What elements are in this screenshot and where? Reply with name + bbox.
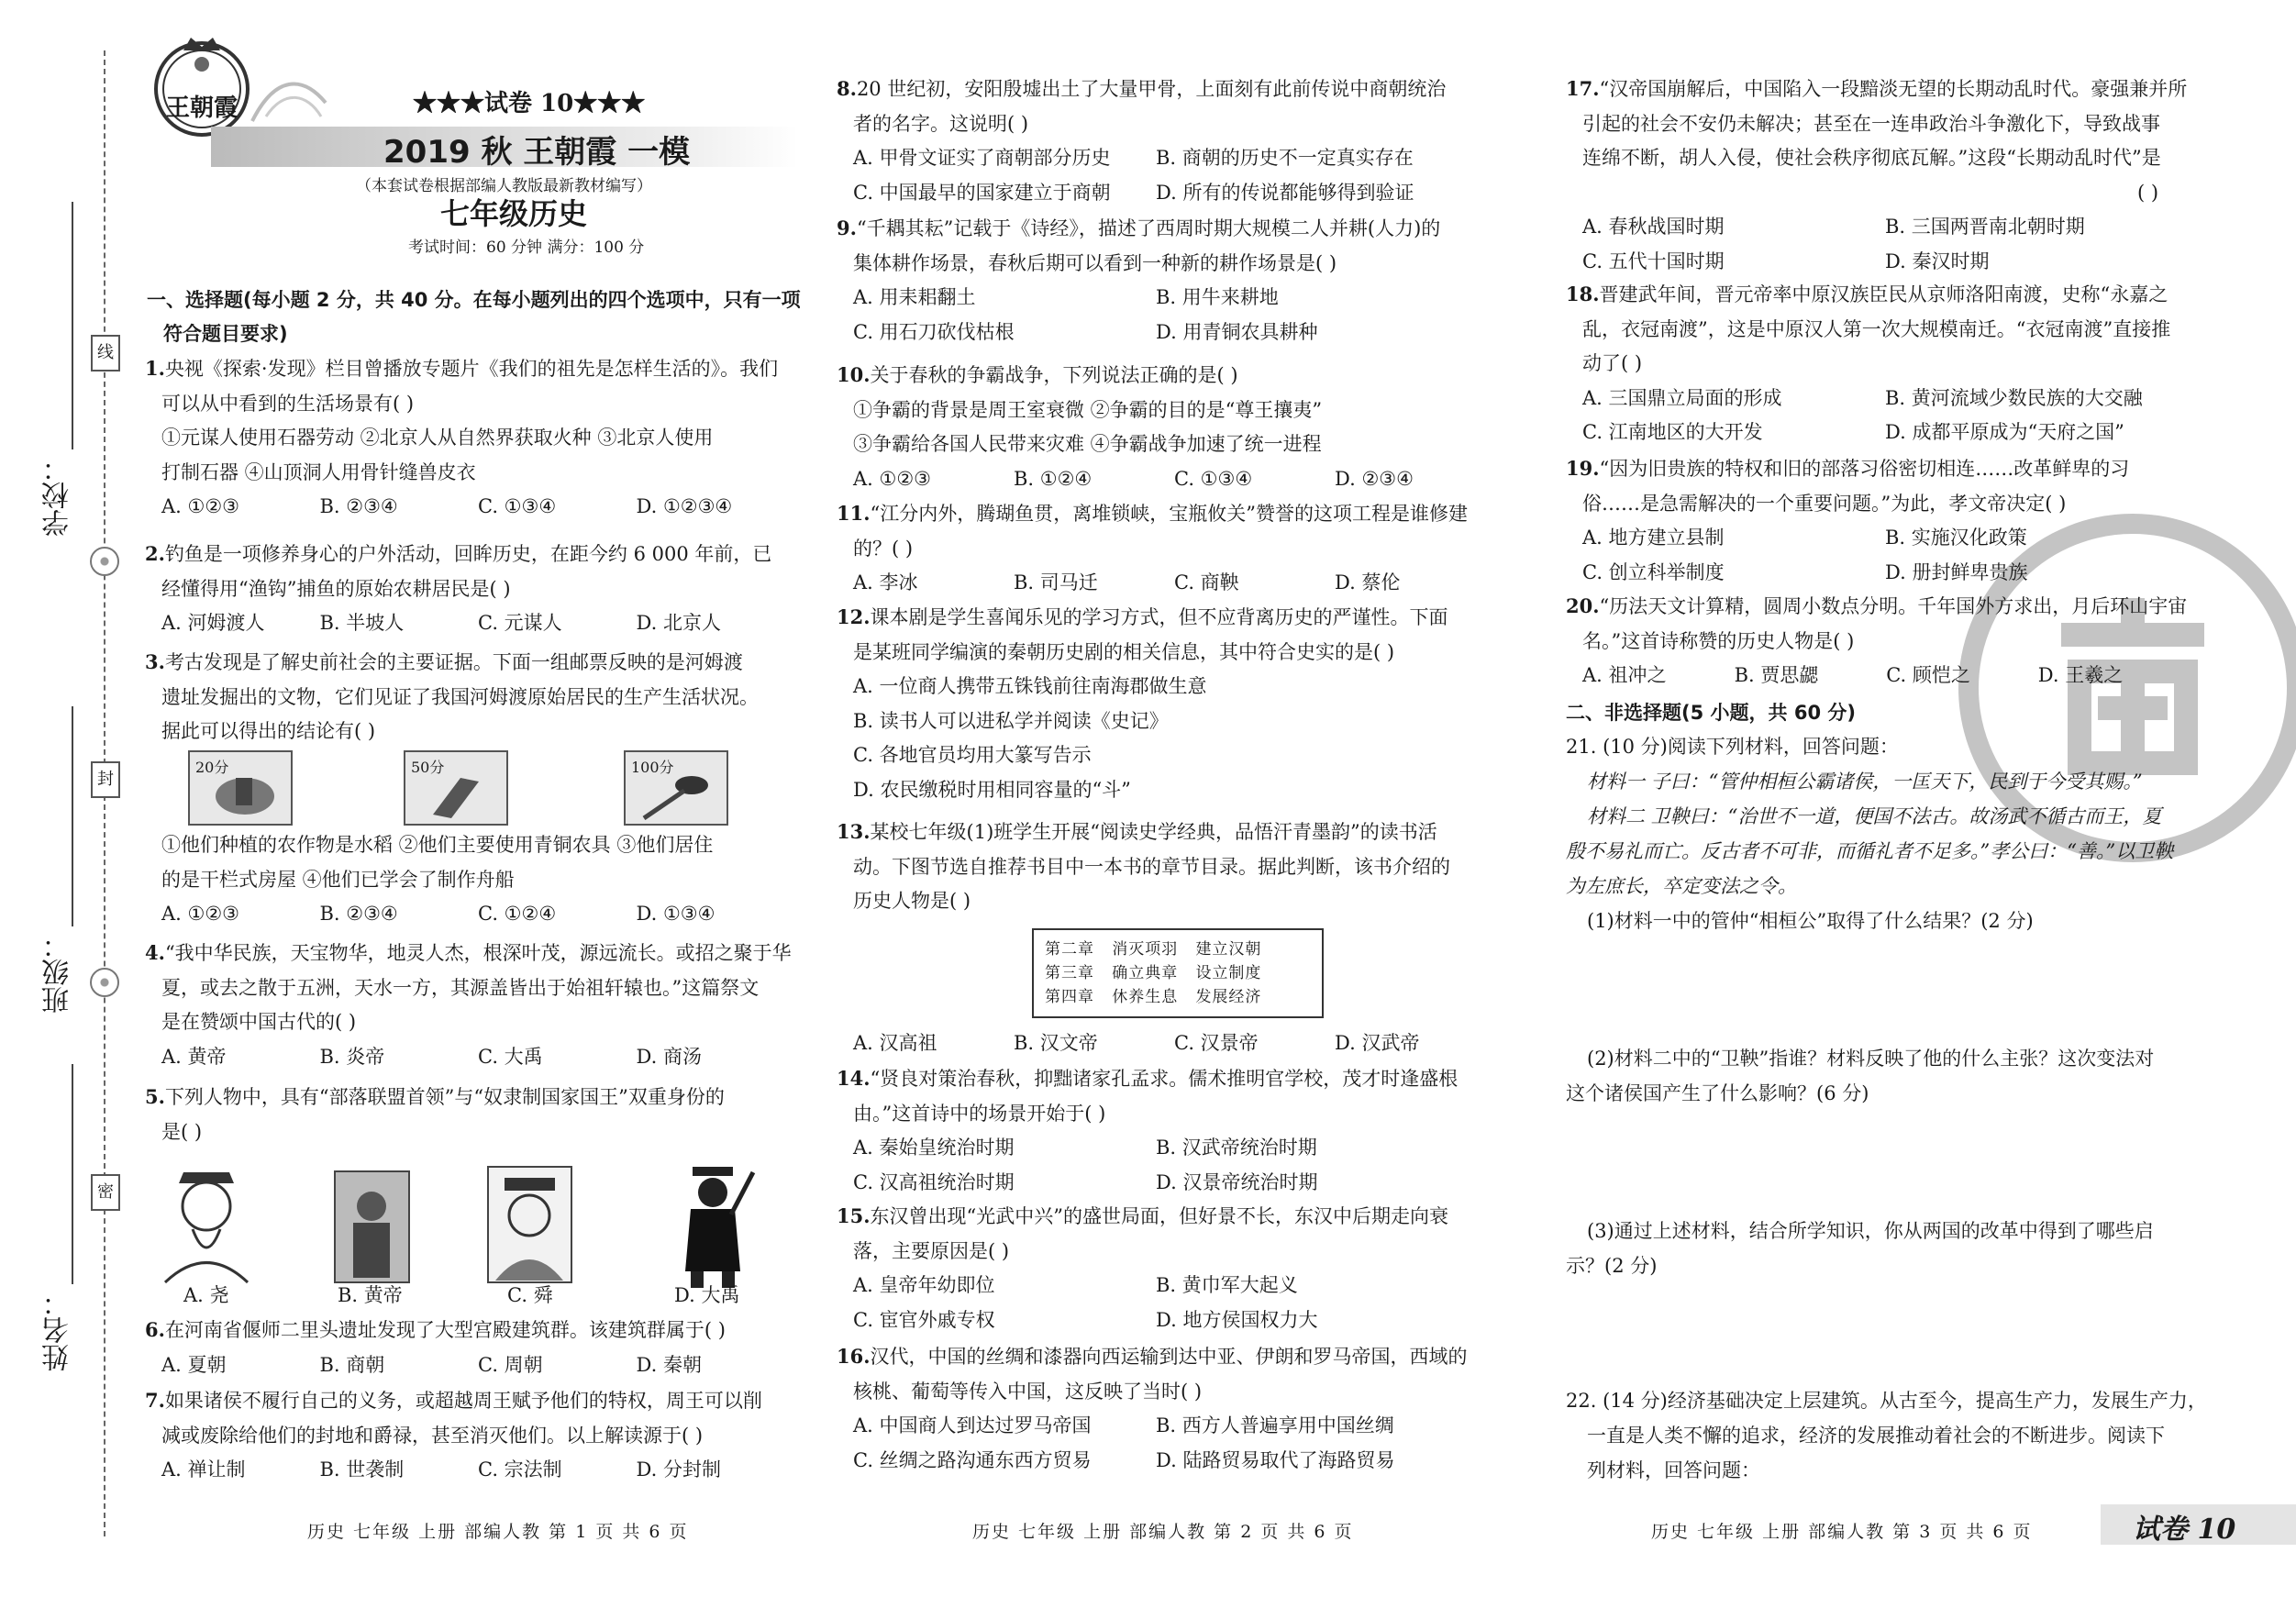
- answer-option: B. ②③④: [319, 495, 398, 517]
- answer-option: A. 地方建立县制: [1582, 527, 1725, 549]
- answer-option: D. ①③④: [636, 903, 715, 925]
- question-stem-cont: 核桃、葡萄等传入中国，这反映了当时( ): [853, 1380, 1203, 1403]
- answer-option: A. 皇帝年幼即位: [853, 1274, 995, 1296]
- question-stem: [837, 216, 1440, 241]
- page-footer-2: 历史 七年级 上册 部编人教 第 2 页 共 6 页: [972, 1522, 1354, 1542]
- subject-title: 七年级历史: [440, 196, 588, 231]
- question-text: 晋建武年间，晋元帝率中原汉族臣民从京师洛阳南渡，史称“永嘉之: [1599, 283, 2168, 305]
- name-blank[interactable]: [72, 1064, 73, 1284]
- answer-option: A. 禅让制: [161, 1458, 246, 1481]
- question-stem-cont: 据此可以得出的结论有( ): [161, 720, 376, 742]
- question-number: 3.: [145, 650, 165, 673]
- figure-caption: A. 尧: [183, 1284, 229, 1306]
- question-number: 8.: [837, 77, 857, 100]
- logo-text: 王朝霞: [165, 94, 238, 122]
- question-number: 4.: [145, 941, 165, 964]
- question-stem: [837, 501, 1468, 527]
- question-number: 5.: [145, 1085, 165, 1108]
- answer-option: A. ①②③: [853, 467, 931, 490]
- answer-option: B. 商朝: [319, 1353, 385, 1376]
- edition-note: （本套试卷根据部编人教版最新教材编写）: [356, 177, 652, 195]
- answer-option: D. 成都平原成为“天府之国”: [1885, 421, 2124, 443]
- section1-title: 一、选择题(每小题 2 分，共 40 分。在每小题列出的四个选项中，只有一项: [147, 289, 801, 311]
- ribbon-decoration: [248, 66, 330, 130]
- section2-title: 二、非选择题(5 小题，共 60 分): [1566, 702, 1856, 724]
- question-stem-cont: 者的名字。这说明( ): [853, 112, 1029, 135]
- question-text: 考古发现是了解史前社会的主要证据。下面一组邮票反映的是河姆渡: [164, 651, 743, 673]
- margin-mark-line: 线: [91, 335, 120, 372]
- question-statement: 的是干栏式房屋 ④他们已学会了制作舟船: [161, 868, 515, 891]
- question-number: 6.: [145, 1318, 165, 1341]
- question-text: 钓鱼是一项修养身心的户外活动，回眸历史，在距今约 6 000 年前，已: [164, 543, 772, 565]
- question-text: “历法天文计算精，圆周小数点分明。千年国外方求出，月后环山宇宙: [1599, 595, 2188, 617]
- answer-option: C. 宗法制: [478, 1458, 562, 1481]
- question-text: “我中华民族，天宝物华，地灵人杰，根深叶茂，源远流长。或招之聚于华: [164, 942, 792, 964]
- answer-option: C. 创立科举制度: [1582, 560, 1725, 583]
- q22-line3: 列材料，回答问题：: [1587, 1459, 1760, 1481]
- answer-option: D. 秦汉时期: [1885, 250, 1990, 272]
- answer-option: A. 中国商人到达过罗马帝国: [853, 1414, 1092, 1436]
- toc-row: 第二章 消灭项羽 建立汉朝: [1045, 940, 1262, 959]
- answer-option: D. 陆路贸易取代了海路贸易: [1156, 1448, 1395, 1471]
- answer-option: B. 炎帝: [319, 1045, 385, 1068]
- question-text: 在河南省偃师二里头遗址发现了大型宫殿建筑群。该建筑群属于( ): [164, 1319, 726, 1341]
- question-stem: [145, 940, 792, 966]
- stamp-100: 100分: [624, 750, 728, 826]
- answer-option: A. ①②③: [161, 903, 239, 925]
- question-text: 20 世纪初，安阳殷墟出土了大量甲骨，上面刻有此前传说中商朝统治: [856, 78, 1447, 100]
- class-blank[interactable]: [72, 706, 73, 926]
- figure-dayu: [674, 1163, 757, 1292]
- question-stem-cont: 是某班同学编演的秦朝历史剧的相关信息，其中符合史实的是( ): [853, 640, 1395, 663]
- question-number: 7.: [145, 1389, 165, 1412]
- question-stem: [1566, 593, 2187, 619]
- brand-logo: [147, 32, 257, 142]
- q22-line2: 一直是人类不懈的追求，经济的发展推动着社会的不断进步。阅读下: [1587, 1425, 2165, 1447]
- answer-option: A. 河姆渡人: [161, 612, 265, 634]
- answer-option: C. 大禹: [478, 1045, 543, 1068]
- q21-part2: (2)材料二中的“卫鞅”指谁？材料反映了他的什么主张？这次变法对: [1587, 1048, 2155, 1070]
- q21-head: 21. (10 分)阅读下列材料，回答问题：: [1566, 736, 1899, 758]
- question-number: 11.: [837, 502, 871, 525]
- school-blank[interactable]: [72, 202, 73, 449]
- answer-option: A. 黄帝: [161, 1045, 227, 1068]
- q21-part3: (3)通过上述材料，结合所学知识，你从两国的改革中得到了哪些启: [1587, 1220, 2154, 1242]
- answer-option: C. 汉高祖统治时期: [853, 1170, 1015, 1193]
- question-stem-cont: 经懂得用“渔钩”捕鱼的原始农耕居民是( ): [161, 577, 511, 600]
- toc-row: 第三章 确立典章 设立制度: [1045, 964, 1262, 982]
- question-stem: [837, 604, 1448, 630]
- answer-option: B. 汉文帝: [1014, 1032, 1098, 1054]
- answer-option: D. 用青铜农具耕种: [1156, 320, 1318, 343]
- question-number: 16.: [837, 1345, 871, 1368]
- question-number: 2.: [145, 542, 165, 565]
- answer-option: B. 汉武帝统治时期: [1156, 1137, 1317, 1159]
- question-stem: [145, 1317, 726, 1343]
- question-text: 如果诸侯不履行自己的义务，或超越周王赋予他们的特权，周王可以削: [164, 1390, 762, 1412]
- question-number: 9.: [837, 216, 857, 239]
- question-stem-cont: ( ): [2137, 181, 2159, 204]
- answer-option: D. 分封制: [636, 1458, 721, 1481]
- question-stem: [1566, 76, 2187, 102]
- answer-option: C. 顾恺之: [1886, 664, 1970, 686]
- school-label: 学校：: [42, 454, 74, 537]
- answer-option: A. 春秋战国时期: [1582, 216, 1725, 238]
- question-stem: [837, 819, 1437, 845]
- answer-option: C. 周朝: [478, 1353, 543, 1376]
- question-stem: [145, 1084, 725, 1110]
- margin-mark-secret: 密: [91, 1174, 120, 1211]
- question-stem: [837, 362, 1238, 388]
- answer-option: D. 册封鲜卑贵族: [1885, 560, 2028, 583]
- question-text: 某校七年级(1)班学生开展“阅读史学经典，品悟汗青墨韵”的读书活: [870, 821, 1437, 843]
- answer-option: A. 用耒耜翻土: [853, 286, 976, 308]
- question-stem-cont: 引起的社会不安仍未解决；甚至在一连串政治斗争激化下，导致战事: [1582, 112, 2160, 135]
- question-text: “江分内外，腾瑚鱼贯，离堆锁峡，宝瓶攸关”赞誉的这项工程是谁修建: [870, 503, 1469, 525]
- question-number: 10.: [837, 363, 871, 386]
- answer-option: C. 中国最早的国家建立于商朝: [853, 181, 1111, 204]
- answer-option: A. 祖冲之: [1582, 664, 1667, 686]
- stamp-20: 20分: [188, 750, 293, 826]
- question-number: 20.: [1566, 594, 1600, 617]
- answer-option: A. 汉高祖: [853, 1032, 937, 1054]
- answer-option: C. 商鞅: [1174, 571, 1239, 593]
- q21-part3-cont: 示？(2 分): [1566, 1255, 1658, 1277]
- answer-option: B. 贾思勰: [1734, 664, 1819, 686]
- question-stem-cont: 历史人物是( ): [853, 890, 971, 912]
- figure-huangdi: [333, 1170, 411, 1284]
- q21-material2-end: 为左庶长，卒定变法之令。: [1566, 875, 1797, 897]
- answer-option: A. 夏朝: [161, 1353, 227, 1376]
- q21-part2-cont: 这个诸侯国产生了什么影响？(6 分): [1566, 1082, 1869, 1104]
- question-number: 14.: [837, 1067, 871, 1090]
- answer-option: C. 五代十国时期: [1582, 250, 1725, 272]
- question-stem: [145, 356, 778, 382]
- answer-option: C. ①③④: [478, 495, 557, 517]
- question-text: “因为旧贵族的特权和旧的部落习俗密切相连……改革鲜卑的习: [1599, 458, 2130, 480]
- chapter-table: [1032, 928, 1324, 1018]
- question-stem-cont: 俗……是急需解决的一个重要问题。”为此，孝文帝决定( ): [1582, 492, 2067, 515]
- answer-option: A. 秦始皇统治时期: [853, 1137, 1015, 1159]
- answer-option: C. 江南地区的大开发: [1582, 421, 1763, 443]
- question-text: 汉代，中国的丝绸和漆器向西运输到达中亚、伊朗和罗马帝国，西域的: [870, 1346, 1468, 1368]
- question-statement: ①他们种植的农作物是水稻 ②他们主要使用青铜农具 ③他们居住: [161, 834, 714, 856]
- question-text: “千耦其耘”记载于《诗经》，描述了西周时期大规模二人并耕(人力)的: [856, 217, 1441, 239]
- question-number: 17.: [1566, 77, 1600, 100]
- q21-material2-cont: 殷不易礼而亡。反古者不可非，而循礼者不足多。”孝公曰：“善。”以卫鞅: [1566, 840, 2174, 862]
- question-stem-cont: 减或废除给他们的封地和爵禄，甚至消灭他们。以上解读源于( ): [161, 1424, 704, 1447]
- answer-option: B. ①②④: [1014, 467, 1093, 490]
- answer-option: B. 用牛来耕地: [1156, 286, 1279, 308]
- q21-material2: 材料二 卫鞅曰：“治世不一道，便国不法古。故汤武不循古而王，夏: [1587, 805, 2162, 827]
- question-stem-cont: 动。下图节选自推荐书目中一本书的章节目录。据此判断，该书介绍的: [853, 855, 1450, 878]
- q21-part1: (1)材料一中的管仲“相桓公”取得了什么结果？(2 分): [1587, 910, 2034, 932]
- question-stem: [1566, 282, 2168, 307]
- figure-caption: B. 黄帝: [338, 1284, 403, 1306]
- answer-option: B. 西方人普遍享用中国丝绸: [1156, 1414, 1394, 1436]
- answer-option: D. 商汤: [636, 1045, 702, 1068]
- page-footer-1: 历史 七年级 上册 部编人教 第 1 页 共 6 页: [307, 1522, 689, 1542]
- answer-option: D. 秦朝: [636, 1353, 702, 1376]
- question-stem-cont: 的？( ): [853, 537, 914, 560]
- answer-option: A. ①②③: [161, 495, 239, 517]
- answer-option: C. 各地官员均用大篆写告示: [853, 744, 1092, 766]
- question-stem-cont: 动了( ): [1582, 352, 1643, 374]
- toc-row: 第四章 休养生息 发展经济: [1045, 988, 1262, 1006]
- answer-option: B. 商朝的历史不一定真实存在: [1156, 147, 1414, 169]
- margin-mark-seal: 封: [91, 761, 120, 798]
- question-number: 12.: [837, 605, 871, 628]
- answer-option: B. 世袭制: [319, 1458, 405, 1481]
- question-text: 东汉曾出现“光武中兴”的盛世局面，但好景不长，东汉中后期走向衰: [870, 1205, 1449, 1227]
- page-footer-3: 历史 七年级 上册 部编人教 第 3 页 共 6 页: [1651, 1522, 2033, 1542]
- question-stem-cont: 名。”这首诗称赞的历史人物是( ): [1582, 629, 1855, 652]
- question-stem-cont: 是( ): [161, 1120, 203, 1143]
- answer-option: C. 用石刀砍伐枯根: [853, 320, 1015, 343]
- question-stem-cont: 连绵不断，胡人入侵，使社会秩序彻底瓦解。”这段“长期动乱时代”是: [1582, 147, 2161, 169]
- question-stem-cont: ①争霸的背景是周王室衰微 ②争霸的目的是“尊王攘夷”: [853, 398, 1323, 421]
- name-label: 姓名：: [42, 1289, 74, 1371]
- answer-option: D. 王羲之: [2037, 664, 2124, 686]
- answer-option: C. 元谋人: [478, 612, 562, 634]
- question-number: 1.: [145, 357, 165, 380]
- exam-title: 2019 秋 王朝霞 一模: [383, 134, 691, 171]
- exam-info: 考试时间：60 分钟 满分：100 分: [408, 238, 645, 257]
- question-number: 13.: [837, 820, 871, 843]
- question-text: 关于春秋的争霸战争，下列说法正确的是( ): [870, 364, 1238, 386]
- question-stem-cont: ③争霸给各国人民带来灾难 ④争霸战争加速了统一进程: [853, 433, 1322, 455]
- q21-material1: 材料一 子曰：“管仲相桓公霸诸侯，一匡天下，民到于今受其赐。”: [1587, 771, 2143, 793]
- question-stem: [837, 1344, 1468, 1370]
- figure-shun: [486, 1165, 573, 1284]
- question-number: 18.: [1566, 283, 1600, 305]
- answer-option: A. 李冰: [853, 571, 918, 593]
- question-stem: [145, 541, 771, 567]
- answer-option: D. ②③④: [1335, 467, 1414, 490]
- footer-paper-tag: 试卷 10: [2133, 1514, 2236, 1546]
- answer-option: D. 所有的传说都能够得到验证: [1156, 181, 1414, 204]
- question-stem-cont: 集体耕作场景，春秋后期可以看到一种新的耕作场景是( ): [853, 251, 1337, 274]
- answer-option: A. 一位商人携带五铢钱前往南海郡做生意: [853, 675, 1207, 697]
- figure-yao: [156, 1165, 257, 1284]
- question-stem: [145, 649, 743, 675]
- q22-line1: 22. (14 分)经济基础决定上层建筑。从古至今，提高生产力，发展生产力，: [1566, 1390, 2207, 1412]
- question-stem: [837, 1066, 1458, 1092]
- question-stem-cont: 由。”这首诗中的场景开始于( ): [853, 1102, 1106, 1125]
- question-stem: [837, 1203, 1448, 1229]
- answer-option: D. 汉武帝: [1335, 1032, 1420, 1054]
- question-text: 课本剧是学生喜闻乐见的学习方式，但不应背离历史的严谨性。下面: [870, 606, 1448, 628]
- binding-margin: [0, 0, 128, 1597]
- answer-option: B. 三国两晋南北朝时期: [1885, 216, 2085, 238]
- class-label: 班级：: [42, 931, 74, 1014]
- answer-option: C. ①②④: [478, 903, 557, 925]
- question-number: 15.: [837, 1204, 871, 1227]
- binding-hole-icon: [90, 968, 119, 997]
- section1-title-cont: 符合题目要求): [163, 323, 288, 345]
- answer-option: B. ②③④: [319, 903, 398, 925]
- question-stem-cont: 可以从中看到的生活场景有( ): [161, 392, 415, 415]
- question-text: 下列人物中，具有“部落联盟首领”与“奴隶制国家国王”双重身份的: [164, 1086, 725, 1108]
- answer-option: B. 司马迁: [1014, 571, 1098, 593]
- answer-option: A. 甲骨文证实了商朝部分历史: [853, 147, 1111, 169]
- answer-option: D. 北京人: [636, 612, 721, 634]
- question-stem: [145, 1388, 762, 1414]
- answer-option: D. ①②③④: [636, 495, 733, 517]
- question-number: 19.: [1566, 457, 1600, 480]
- answer-option: D. 农民缴税时用相同容量的“斗”: [853, 778, 1131, 801]
- question-stem: [1566, 456, 2129, 482]
- answer-option: D. 蔡伦: [1335, 571, 1401, 593]
- binding-hole-icon: [90, 547, 119, 576]
- stamp-50: 50分: [404, 750, 508, 826]
- question-stem-cont: 夏，或去之散于五洲，天水一方，其源盖皆出于始祖轩辕也。”这篇祭文: [161, 976, 760, 999]
- answer-option: A. 三国鼎立局面的形成: [1582, 386, 1782, 409]
- question-stem-cont: ①元谋人使用石器劳动 ②北京人从自然界获取火种 ③北京人使用: [161, 427, 714, 449]
- question-stem-cont: 遗址发掘出的文物，它们见证了我国河姆渡原始居民的生产生活状况。: [161, 685, 759, 708]
- question-stem-cont: 乱，衣冠南渡”，这是中原汉人第一次大规模南迁。“衣冠南渡”直接推: [1582, 317, 2171, 340]
- question-stem-cont: 打制石器 ④山顶洞人用骨针缝兽皮衣: [161, 460, 476, 483]
- answer-option: C. 丝绸之路沟通东西方贸易: [853, 1448, 1092, 1471]
- answer-option: C. 汉景帝: [1174, 1032, 1259, 1054]
- answer-option: C. ①③④: [1174, 467, 1253, 490]
- answer-option: D. 地方侯国权力大: [1156, 1308, 1318, 1331]
- figure-caption: C. 舜: [507, 1284, 553, 1306]
- answer-option: C. 宦官外戚专权: [853, 1308, 995, 1331]
- paper-tag: ★★★试卷 10★★★: [413, 90, 646, 117]
- answer-option: B. 读书人可以进私学并阅读《史记》: [853, 709, 1169, 732]
- figure-caption: D. 大禹: [674, 1284, 740, 1306]
- question-stem-cont: 是在赞颂中国古代的( ): [161, 1011, 357, 1033]
- answer-option: D. 汉景帝统治时期: [1156, 1170, 1318, 1193]
- answer-option: B. 实施汉化政策: [1885, 527, 2027, 549]
- question-stem-cont: 落，主要原因是( ): [853, 1239, 1010, 1262]
- answer-option: B. 黄河流域少数民族的大交融: [1885, 386, 2143, 409]
- question-text: “贤良对策治春秋，抑黜诸家孔孟求。儒术推明官学校，茂才时逢盛根: [870, 1068, 1459, 1090]
- question-stem: [837, 76, 1446, 102]
- answer-option: B. 黄巾军大起义: [1156, 1274, 1298, 1296]
- question-text: “汉帝国崩解后，中国陷入一段黯淡无望的长期动乱时代。豪强兼并所: [1599, 78, 2188, 100]
- question-text: 央视《探索·发现》栏目曾播放专题片《我们的祖先是怎样生活的》。我们: [164, 358, 779, 380]
- answer-option: B. 半坡人: [319, 612, 405, 634]
